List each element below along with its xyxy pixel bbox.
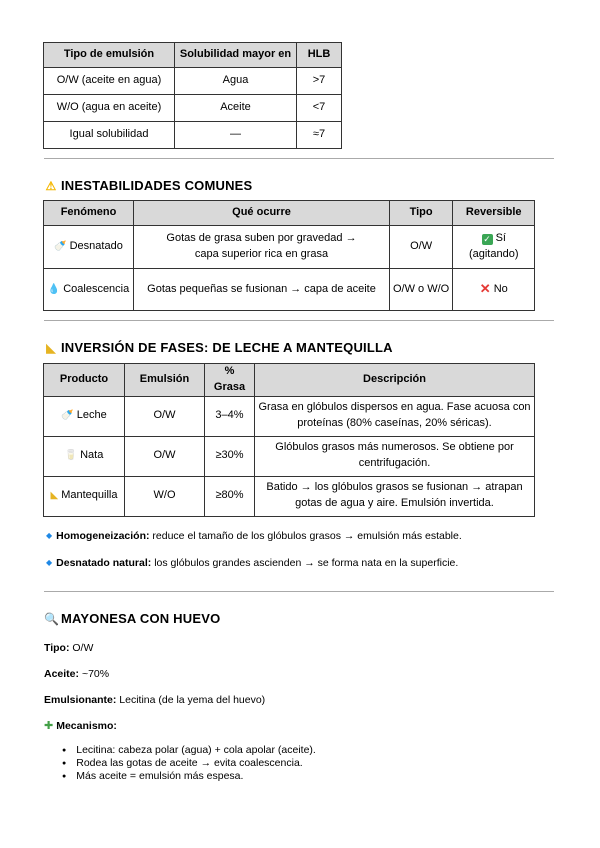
product-label: Nata [80, 449, 104, 462]
inversion-table [43, 363, 535, 517]
reversible-note: (agitando) [468, 248, 519, 260]
field-value: Lecitina (de la yema del huevo) [119, 694, 266, 706]
field-aceite [44, 668, 109, 680]
field-label: Emulsionante: [44, 694, 117, 706]
mechanism-list [62, 744, 316, 783]
section-title-instabilities [44, 178, 252, 193]
description-line: capa superior rica en grasa [194, 248, 329, 260]
column-header: Emulsión [125, 364, 205, 397]
droplet-icon: 💧 [47, 283, 61, 295]
table-cell [44, 436, 125, 476]
description-line: Glóbulos grasos más numerosos. Se obtiene por [275, 441, 514, 454]
table-cell: W/O [125, 476, 205, 516]
section-title-inversion [44, 340, 393, 355]
table-cell: Aceite [175, 95, 297, 122]
field-label: Mecanismo: [56, 720, 117, 732]
table-cell: O/W (aceite en agua) [44, 68, 175, 95]
description-line: Grasa en glóbulos dispersos en agua. Fase acuosa con [258, 401, 531, 414]
product-label: Leche [76, 409, 107, 422]
cross-icon: ✕ [479, 281, 491, 297]
table-cell: ≈7 [297, 122, 342, 149]
diamond-bullet-icon: ◆ [46, 531, 53, 540]
description-line: Gotas de grasa suben por gravedad → [166, 232, 357, 245]
table-cell: O/W [125, 436, 205, 476]
magnifier-icon: 🔍 [44, 612, 60, 626]
puzzle-icon: ✚ [44, 720, 54, 732]
list-item: ● Más aceite = emulsión más espesa. [62, 770, 316, 783]
table-row [44, 436, 535, 476]
check-icon: ✓ [483, 234, 491, 245]
table-cell [44, 226, 134, 269]
hlb-table [43, 42, 342, 149]
instabilities-table [43, 200, 535, 311]
divider [44, 320, 554, 321]
table-cell [453, 226, 535, 269]
section-title-text: INVERSIÓN DE FASES: DE LECHE A MANTEQUILLA [61, 340, 393, 355]
table-cell: Igual solubilidad [44, 122, 175, 149]
table-row [44, 396, 535, 436]
field-mecanismo [44, 719, 117, 732]
table-row [44, 68, 342, 95]
list-item: ● Lecitina: cabeza polar (agua) + cola apolar (aceite). [62, 744, 316, 757]
table-cell [255, 476, 535, 516]
table-cell [255, 436, 535, 476]
butter-icon: ◣ [50, 490, 59, 502]
table-row [44, 95, 342, 122]
reversible-value: No [493, 283, 508, 296]
cream-icon: 🥛 [64, 450, 78, 462]
milk-bottle-icon: 🍼 [61, 410, 74, 422]
table-cell [44, 269, 134, 311]
field-value: O/W [72, 642, 94, 654]
table-cell [453, 269, 535, 311]
field-value: ~70% [81, 668, 110, 680]
column-header: HLB [297, 43, 342, 68]
column-header: Solubilidad mayor en [175, 43, 297, 68]
column-header: Qué ocurre [134, 201, 390, 226]
table-cell: O/W o W/O [390, 269, 453, 311]
note-natural-skimming [46, 557, 458, 569]
table-header-row [44, 201, 535, 226]
description-line: Batido → los glóbulos grasos se fusionan → atrapan [266, 481, 523, 494]
field-tipo [44, 642, 93, 654]
description-line: proteínas (80% caseínas, 20% séricas). [297, 417, 492, 430]
product-label: Mantequilla [61, 489, 118, 502]
table-cell: 3–4% [205, 396, 255, 436]
field-label: Aceite: [44, 668, 80, 680]
table-cell [255, 396, 535, 436]
description-line: centrifugación. [358, 457, 431, 470]
table-cell: Agua [175, 68, 297, 95]
note-label: Homogeneización: [56, 530, 150, 542]
phenomenon-label: Desnatado [69, 240, 123, 253]
warning-icon: ⚠ [45, 179, 57, 193]
column-header: Tipo [390, 201, 453, 226]
section-title-mayonnaise [44, 611, 220, 626]
column-header: % Grasa [205, 364, 255, 397]
phenomenon-label: Coalescencia [63, 282, 130, 295]
table-cell: ≥30% [205, 436, 255, 476]
table-cell: Gotas pequeñas se fusionan → capa de aceite [134, 269, 390, 311]
milk-bottle-icon: 🍼 [54, 241, 67, 253]
table-header-row [44, 364, 535, 397]
table-row [44, 226, 535, 269]
table-cell: ≥80% [205, 476, 255, 516]
note-label: Desnatado natural: [56, 557, 152, 569]
section-title-text: INESTABILIDADES COMUNES [61, 178, 253, 193]
list-item: ● Rodea las gotas de aceite → evita coalescencia. [62, 757, 316, 770]
column-header: Descripción [255, 364, 535, 397]
butter-icon: ◣ [46, 341, 56, 355]
table-cell: O/W [390, 226, 453, 269]
column-header: Producto [44, 364, 125, 397]
table-cell: O/W [125, 396, 205, 436]
note-text: los glóbulos grandes ascienden → se forma nata en la superficie. [154, 557, 459, 569]
table-cell: >7 [297, 68, 342, 95]
description-line: gotas de agua y aire. Emulsión invertida. [295, 497, 494, 510]
table-cell: — [175, 122, 297, 149]
table-header-row [44, 43, 342, 68]
diamond-bullet-icon: ◆ [46, 558, 53, 567]
table-cell [134, 226, 390, 269]
table-row [44, 122, 342, 149]
table-cell: <7 [297, 95, 342, 122]
field-emulsionante [44, 694, 265, 706]
table-row [44, 476, 535, 516]
divider [44, 158, 554, 159]
table-row [44, 269, 535, 311]
column-header: Fenómeno [44, 201, 134, 226]
field-label: Tipo: [44, 642, 70, 654]
note-text: reduce el tamaño de los glóbulos grasos → emulsión más estable. [152, 530, 462, 542]
divider [44, 591, 554, 592]
column-header: Reversible [453, 201, 535, 226]
section-title-text: MAYONESA CON HUEVO [61, 611, 221, 626]
reversible-value: Sí [495, 232, 506, 245]
table-cell [44, 396, 125, 436]
note-homogenization [46, 530, 462, 542]
column-header: Tipo de emulsión [44, 43, 175, 68]
table-cell: W/O (agua en aceite) [44, 95, 175, 122]
table-cell [44, 476, 125, 516]
